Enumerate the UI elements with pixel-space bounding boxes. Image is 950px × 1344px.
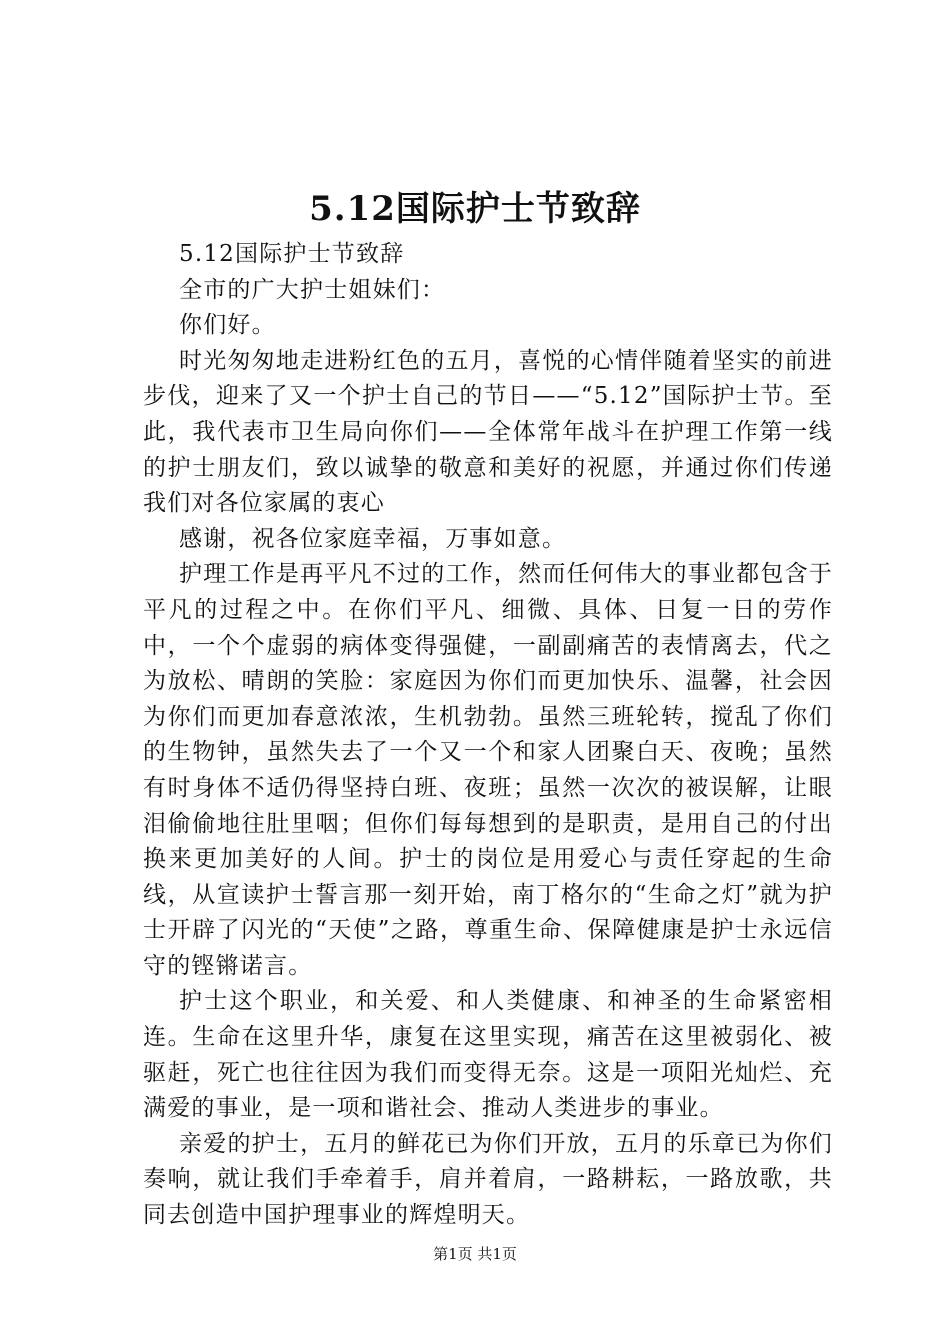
document-body	[143, 237, 833, 1234]
paragraph-greeting: 你们好。	[179, 312, 276, 339]
paragraph-1: 时光匆匆地走进粉红色的五月，喜悦的心情伴随着坚实的前进步伐，迎来了又一个护士自己的节日——“5.12”国际护士节。至此，我代表市卫生局向你们——全体常年战斗在护理工作第一线的护士朋友们，致以诚挚的敬意和美好的祝愿，并通过你们传递我们对各位家属的衷心	[143, 347, 833, 517]
paragraph-salutation: 全市的广大护士姐妹们：	[179, 276, 446, 303]
paragraph-5: 亲爱的护士，五月的鲜花已为你们开放，五月的乐章已为你们奏响，就让我们手牵着手，肩并着肩，一路耕耘，一路放歌，共同去创造中国护理事业的辉煌明天。	[143, 1130, 833, 1229]
document-title: 5.12国际护士节致辞	[309, 189, 641, 229]
paragraph-3: 护理工作是再平凡不过的工作，然而任何伟大的事业都包含于平凡的过程之中。在你们平凡、细微、具体、日复一日的劳作中，一个个虚弱的病体变得强健，一副副痛苦的表情离去，代之为放松、晴朗的笑脸：家庭因为你们而更加快乐、温馨，社会因为你们而更加春意浓浓，生机勃勃。虽然三班轮转，搅乱了你们的生物钟，虽然失去了一个又一个和家人团聚白天、夜晚；虽然有时身体不适仍得坚持白班、夜班；虽然一次次的被误解，让眼泪偷偷地往肚里咽；但你们每每想到的是职责，是用自己的付出换来更加美好的人间。护士的岗位是用爱心与责任穿起的生命线，从宣读护士誓言那一刻开始，南丁格尔的“生命之灯”就为护士开辟了闪光的“天使”之路，尊重生命、保障健康是护士永远信守的铿锵诺言。	[143, 561, 833, 979]
page-number-footer: 第1页 共1页	[433, 1245, 517, 1263]
paragraph-subtitle: 5.12国际护士节致辞	[179, 241, 405, 267]
paragraph-4: 护士这个职业，和关爱、和人类健康、和神圣的生命紧密相连。生命在这里升华，康复在这里实现，痛苦在这里被弱化、被驱赶，死亡也往往因为我们而变得无奈。这是一项阳光灿烂、充满爱的事业，是一项和谐社会、推动人类进步的事业。	[143, 988, 833, 1122]
paragraph-2: 感谢，祝各位家庭幸福，万事如意。	[179, 525, 567, 552]
